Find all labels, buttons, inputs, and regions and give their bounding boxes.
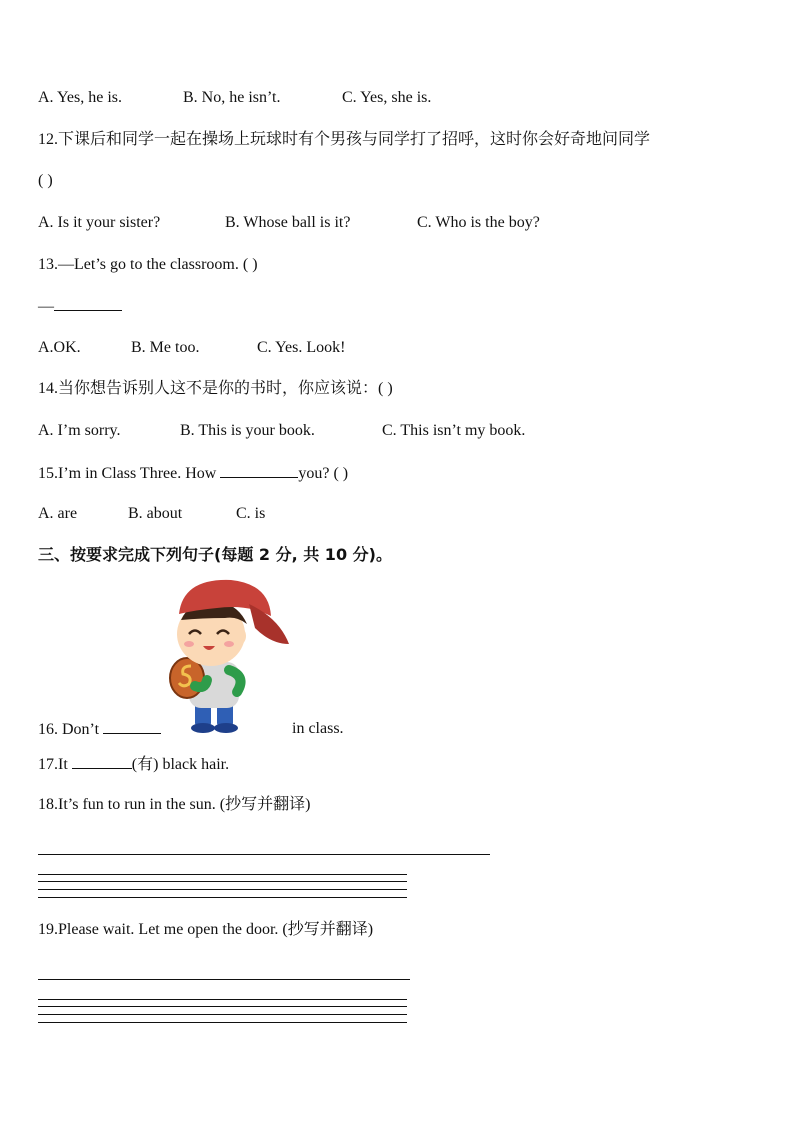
q14-option-c: C. This isn’t my book. — [382, 422, 526, 439]
q16-prefix: 16. Don’t — [38, 721, 104, 738]
q15-option-a: A. are — [38, 505, 78, 522]
q13-option-c: C. Yes. Look! — [257, 339, 346, 356]
q13-answer-line — [38, 296, 122, 317]
q16-suffix: in class. — [292, 720, 344, 737]
q12-option-c: C. Who is the boy? — [417, 214, 540, 231]
section-3-heading: 三、按要求完成下列句子(每题 2 分, 共 10 分)。 — [38, 545, 392, 564]
q17-suffix: (有) black hair. — [131, 756, 230, 773]
q11-option-b: B. No, he isn’t. — [183, 89, 281, 106]
q18-translation-line[interactable] — [38, 854, 490, 855]
q18-stem: 18.It’s fun to run in the sun. (抄写并翻译) — [38, 796, 311, 813]
q18-writing-line — [38, 897, 407, 898]
q19-writing-line — [38, 1022, 407, 1023]
q18-writing-line — [38, 881, 407, 882]
q13-option-a: A.OK. — [38, 339, 81, 356]
q16-blank[interactable] — [103, 719, 161, 734]
q17-blank[interactable] — [72, 754, 132, 769]
q11-option-a: A. Yes, he is. — [38, 89, 123, 106]
q19-writing-line — [38, 1006, 407, 1007]
q19-translation-line[interactable] — [38, 979, 410, 980]
q17-prefix: 17.It — [38, 756, 72, 773]
q14-stem: 14.当你想告诉别人这不是你的书时，你应该说：( ) — [38, 380, 393, 397]
q13-dash: — — [38, 298, 54, 315]
q15-stem-end: you? ( ) — [298, 465, 349, 482]
q19-writing-line — [38, 1014, 407, 1015]
q15-stem-start: 15.I’m in Class Three. How — [38, 465, 221, 482]
q18-writing-line — [38, 889, 407, 890]
q17-stem — [38, 754, 229, 775]
q15-blank[interactable] — [220, 463, 298, 478]
q18-writing-line[interactable] — [38, 874, 407, 875]
q11-option-c: C. Yes, she is. — [342, 89, 432, 106]
q19-stem: 19.Please wait. Let me open the door. (抄写并翻译) — [38, 921, 374, 938]
q13-option-b: B. Me too. — [131, 339, 200, 356]
q13-stem: 13.—Let’s go to the classroom. ( ) — [38, 256, 258, 273]
q12-option-b: B. Whose ball is it? — [225, 214, 351, 231]
q15-option-b: B. about — [128, 505, 183, 522]
q14-option-a: A. I’m sorry. — [38, 422, 121, 439]
q19-writing-line[interactable] — [38, 999, 407, 1000]
q12-answer-paren: ( ) — [38, 172, 53, 189]
q14-option-b: B. This is your book. — [180, 422, 315, 439]
q15-option-c: C. is — [236, 505, 266, 522]
q12-option-a: A. Is it your sister? — [38, 214, 161, 231]
q16-stem — [38, 719, 161, 740]
q12-stem: 12.下课后和同学一起在操场上玩球时有个男孩与同学打了招呼，这时你会好奇地问同学 — [38, 131, 651, 148]
boy-with-ball-illustration — [165, 574, 295, 734]
q13-blank[interactable] — [54, 296, 122, 311]
q15-stem — [38, 463, 348, 484]
